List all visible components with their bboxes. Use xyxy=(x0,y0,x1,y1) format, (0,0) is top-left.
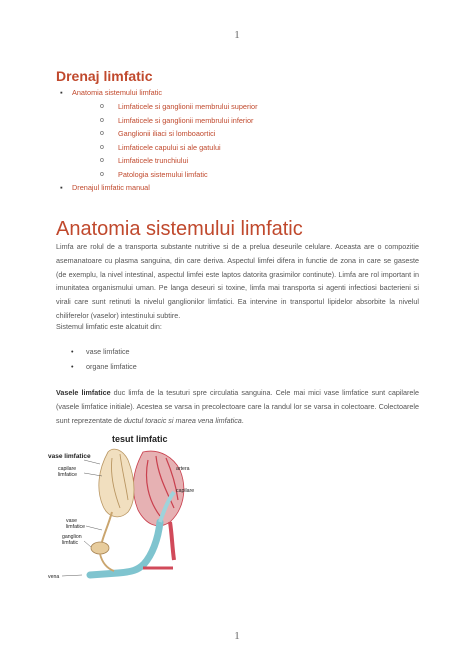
section-title: Anatomia sistemului limfatic xyxy=(56,218,303,240)
italic-text: ductul toracic si marea vena limfatica xyxy=(123,415,242,425)
label-vase-limfatice-3: limfatice xyxy=(66,524,86,530)
toc-subitem-label[interactable]: Limfaticele si ganglionii membrului inferior xyxy=(118,115,254,125)
toc-subitem[interactable] xyxy=(56,127,426,141)
bold-lead: Vasele limfatice xyxy=(56,388,111,397)
label-vena: vena xyxy=(48,574,60,580)
leader-line xyxy=(62,575,82,576)
list-item xyxy=(56,360,137,375)
toc-item-anatomy[interactable] xyxy=(56,86,426,100)
toc-item-label[interactable]: Drenajul limfatic manual xyxy=(72,183,150,192)
label-capilare-limfatice-2: limfatice xyxy=(58,472,78,478)
lymph-node xyxy=(91,542,109,554)
toc-subitem[interactable] xyxy=(56,154,426,168)
leader-line xyxy=(84,460,100,464)
lymphatic-tissue-figure xyxy=(48,430,218,590)
figure-title: tesut limfatic xyxy=(112,434,168,444)
toc-sub-bullet: o xyxy=(100,103,104,110)
leader-line xyxy=(84,473,102,476)
toc-subitem[interactable] xyxy=(56,141,426,155)
label-vase-limfatice: vase limfatice xyxy=(48,453,91,460)
paragraph-lymph-vessels xyxy=(56,386,419,427)
list-bullet: • xyxy=(71,361,74,371)
toc-subitem-label[interactable]: Ganglionii iliaci si lomboaortici xyxy=(118,129,216,138)
components-list xyxy=(56,345,137,374)
toc-subitem[interactable] xyxy=(56,168,426,182)
toc-bullet: ▪ xyxy=(60,88,63,97)
paragraph-text: duc limfa de la tesuturi spre circulatia sanguina. Cele mai mici vase limfatice sunt capilarele (vasele limfatice initiale). Acestea se varsa in precolectoare care la randul lor se varsa in colectoare. Colectoarele sunt reprezentate de xyxy=(56,388,419,425)
leader-line xyxy=(84,541,91,547)
toc-subitem-label[interactable]: Limfaticele capului si ale gatului xyxy=(118,142,221,152)
paragraph-end: . xyxy=(241,415,244,425)
toc-bullet: ▪ xyxy=(60,183,63,192)
list-item xyxy=(56,345,137,360)
label-capilare: capilare xyxy=(176,488,195,494)
lymphatic-tissue-illustration xyxy=(48,430,218,590)
toc-sub-bullet: o xyxy=(100,170,104,178)
page-number-top: 1 xyxy=(234,29,240,41)
toc-sub-bullet: o xyxy=(100,130,104,137)
label-ganglion-2: limfatic xyxy=(62,540,79,546)
toc-subitem-label[interactable]: Limfaticele si ganglionii membrului superior xyxy=(118,102,258,111)
toc-subitem[interactable] xyxy=(56,114,426,128)
paragraph-lymph: Limfa are rolul de a transporta substante nutritive si de a prelua deseurile celulare. Aceasta are o compozitie asemanatoare cu plasma sanguina, din care deriva. Aspectul limfei difera in functie de zona in care se gaseste (de exemplu, la nivel intestinal, aspectul limfei este laptos datorita grasimilor continute). Limfa are rol important in imunitatea organismului uman. Pe langa deseuri si toxine, limfa mai transporta si agenti infectiosi bacterieni si virali care sunt retinuti la nivelul ganglionilor limfatici. Ea intervine in transportul lipidelor absorbite la nivelul chiliferelor (vaselor) intestinului subtire. xyxy=(56,242,419,320)
paragraph-components-intro: Sistemul limfatic este alcatuit din: xyxy=(56,322,162,331)
leader-line xyxy=(86,526,102,530)
label-vase-limfatice-2: vase xyxy=(66,518,77,524)
toc-item-label[interactable]: Anatomia sistemului limfatic xyxy=(72,88,163,97)
list-bullet: • xyxy=(71,347,74,356)
label-artera: artera xyxy=(176,466,190,472)
list-item-label: organe limfatice xyxy=(86,361,137,371)
toc-item-manual-drainage[interactable] xyxy=(56,181,426,195)
page-number-bottom: 1 xyxy=(234,630,240,642)
lymph-capillary-bed xyxy=(99,449,134,517)
label-ganglion: ganglion xyxy=(62,534,82,540)
table-of-contents xyxy=(56,86,426,195)
artery-trunk xyxy=(170,522,174,560)
toc-sub-bullet: o xyxy=(100,116,104,124)
toc-subitem-label[interactable]: Limfaticele trunchiului xyxy=(118,156,189,165)
list-item-label: vase limfatice xyxy=(86,347,130,356)
toc-sub-bullet: o xyxy=(100,143,104,151)
lymph-vessel xyxy=(102,512,112,542)
toc-subitem-label[interactable]: Patologia sistemului limfatic xyxy=(118,169,208,179)
lymph-vessel-lower xyxy=(100,554,114,571)
toc-sub-bullet: o xyxy=(100,157,104,164)
toc-subitem[interactable] xyxy=(56,100,426,114)
label-capilare-limfatice: capilare xyxy=(58,466,77,472)
toc-title: Drenaj limfatic xyxy=(56,68,153,84)
